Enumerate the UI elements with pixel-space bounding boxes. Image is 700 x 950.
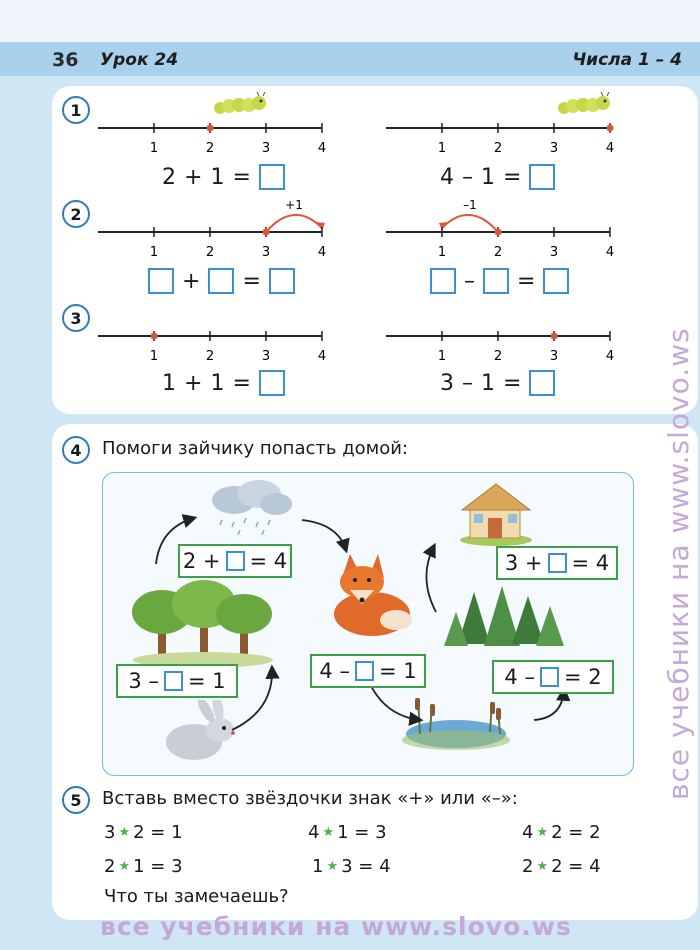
equation-rest: 2 = 1 [133, 822, 183, 843]
equation-left: 4 – [504, 665, 535, 689]
star-equation [522, 856, 601, 877]
answer-box[interactable] [529, 370, 555, 396]
marked-point [495, 229, 502, 236]
operand: 1 [312, 856, 324, 877]
operator: + [184, 370, 203, 396]
marked-point [151, 333, 158, 340]
tick-label: 2 [205, 141, 215, 156]
number-line [98, 120, 328, 160]
watermark-vertical: все учебники на www.slovo.ws [662, 327, 695, 800]
operator: – [462, 164, 473, 190]
equation-left: 2 + [182, 549, 221, 573]
equals-sign: = [232, 164, 251, 190]
path-equation [310, 654, 426, 688]
equation-left: 4 – [319, 659, 350, 683]
equation [162, 164, 285, 190]
answer-box[interactable] [548, 553, 567, 573]
operand: 2 [162, 164, 176, 190]
marked-point [551, 333, 558, 340]
equals-sign: = [242, 268, 261, 294]
marked-point [207, 125, 214, 132]
answer-box[interactable] [259, 164, 285, 190]
equation-left: 3 + [504, 551, 543, 575]
equation-left: 3 – [128, 669, 159, 693]
answer-box[interactable] [430, 268, 456, 294]
operand: 4 [522, 822, 534, 843]
tick-label: 4 [605, 245, 615, 260]
equation-rest: 3 = 4 [341, 856, 391, 877]
path-equation [496, 546, 618, 580]
task-3-number: 3 [62, 304, 90, 332]
topic-title: Числа 1 – 4 [572, 50, 682, 70]
tick-label: 1 [437, 245, 447, 260]
star-icon[interactable]: ★ [118, 825, 131, 840]
star-icon[interactable]: ★ [536, 825, 549, 840]
star-equation [522, 822, 601, 843]
task-1-number: 1 [62, 96, 90, 124]
equation-right: = 2 [563, 665, 602, 689]
equation-rest: 2 = 4 [551, 856, 601, 877]
page-number: 36 [52, 49, 79, 71]
equation [440, 370, 555, 396]
star-icon[interactable]: ★ [536, 859, 549, 874]
tick-label: 1 [149, 349, 159, 364]
equation [162, 370, 285, 396]
equation-right: = 1 [187, 669, 226, 693]
operand: 1 [481, 164, 495, 190]
answer-box[interactable] [355, 661, 374, 681]
operator: – [462, 370, 473, 396]
equals-sign: = [503, 370, 522, 396]
star-icon[interactable]: ★ [118, 859, 131, 874]
answer-box[interactable] [259, 370, 285, 396]
number-line [386, 328, 616, 368]
tick-label: 2 [493, 141, 503, 156]
answer-box[interactable] [164, 671, 183, 691]
answer-box[interactable] [529, 164, 555, 190]
task-5-question: Что ты замечаешь? [104, 886, 289, 907]
equation-rest: 1 = 3 [337, 822, 387, 843]
tick-label: 4 [605, 349, 615, 364]
star-equation [312, 856, 391, 877]
equation [430, 268, 569, 294]
star-equation [308, 822, 387, 843]
operand: 2 [522, 856, 534, 877]
equals-sign: = [517, 268, 536, 294]
lesson-title: Урок 24 [100, 50, 179, 70]
tick-label: 2 [205, 245, 215, 260]
caterpillar-icon [212, 92, 268, 116]
number-line [386, 120, 616, 160]
caterpillar-icon [556, 92, 612, 116]
tick-label: 3 [549, 349, 559, 364]
header-bar [0, 42, 700, 76]
equation [148, 268, 295, 294]
operator: + [184, 164, 203, 190]
tick-label: 1 [437, 141, 447, 156]
operand: 1 [162, 370, 176, 396]
equation-rest: 1 = 3 [133, 856, 183, 877]
equals-sign: = [232, 370, 251, 396]
watermark-bottom: все учебники на www.slovo.ws [100, 912, 572, 941]
tick-label: 2 [205, 349, 215, 364]
path-arrows [102, 472, 632, 774]
tick-label: 3 [261, 349, 271, 364]
path-equation [492, 660, 614, 694]
operand: 1 [210, 370, 225, 396]
answer-box[interactable] [148, 268, 174, 294]
star-icon[interactable]: ★ [322, 825, 335, 840]
equals-sign: = [503, 164, 522, 190]
tick-label: 2 [493, 349, 503, 364]
marked-point [263, 229, 270, 236]
answer-box[interactable] [543, 268, 569, 294]
equation-right: = 4 [571, 551, 610, 575]
star-icon[interactable]: ★ [326, 859, 339, 874]
operator: + [182, 268, 201, 294]
equation [440, 164, 555, 190]
tick-label: 3 [261, 245, 271, 260]
page-top-strip [0, 0, 700, 42]
arrow-label: +1 [285, 198, 303, 212]
operand: 4 [308, 822, 320, 843]
task-5-number: 5 [62, 786, 90, 814]
operand: 4 [440, 164, 454, 190]
star-equation [104, 822, 183, 843]
operand: 1 [481, 370, 495, 396]
task-4-number: 4 [62, 436, 90, 464]
tick-label: 3 [549, 245, 559, 260]
task-4-instruction: Помоги зайчику попасть домой: [102, 438, 408, 459]
star-equation [104, 856, 183, 877]
tick-label: 1 [437, 349, 447, 364]
task-2-number: 2 [62, 200, 90, 228]
tick-label: 1 [149, 245, 159, 260]
tick-label: 2 [493, 245, 503, 260]
answer-box[interactable] [226, 551, 245, 571]
tick-label: 1 [149, 141, 159, 156]
number-line [98, 328, 328, 368]
marked-point [607, 125, 614, 132]
path-equation [116, 664, 238, 698]
operand: 3 [104, 822, 116, 843]
answer-box[interactable] [540, 667, 559, 687]
tick-label: 4 [317, 245, 327, 260]
tick-label: 3 [549, 141, 559, 156]
equation-right: = 4 [249, 549, 288, 573]
path-equation [178, 544, 292, 578]
operator: – [464, 268, 475, 294]
arrow-label: –1 [463, 198, 477, 212]
task-5-instruction: Вставь вместо звёздочки знак «+» или «–»: [102, 788, 518, 809]
number-line [98, 196, 328, 260]
tick-label: 3 [261, 141, 271, 156]
answer-box[interactable] [269, 268, 295, 294]
tick-label: 4 [605, 141, 615, 156]
tick-label: 4 [317, 349, 327, 364]
operand: 3 [440, 370, 454, 396]
number-line [386, 196, 616, 260]
equation-rest: 2 = 2 [551, 822, 601, 843]
tick-label: 4 [317, 141, 327, 156]
equation-right: = 1 [378, 659, 417, 683]
answer-box[interactable] [483, 268, 509, 294]
operand: 1 [210, 164, 225, 190]
operand: 2 [104, 856, 116, 877]
answer-box[interactable] [208, 268, 234, 294]
